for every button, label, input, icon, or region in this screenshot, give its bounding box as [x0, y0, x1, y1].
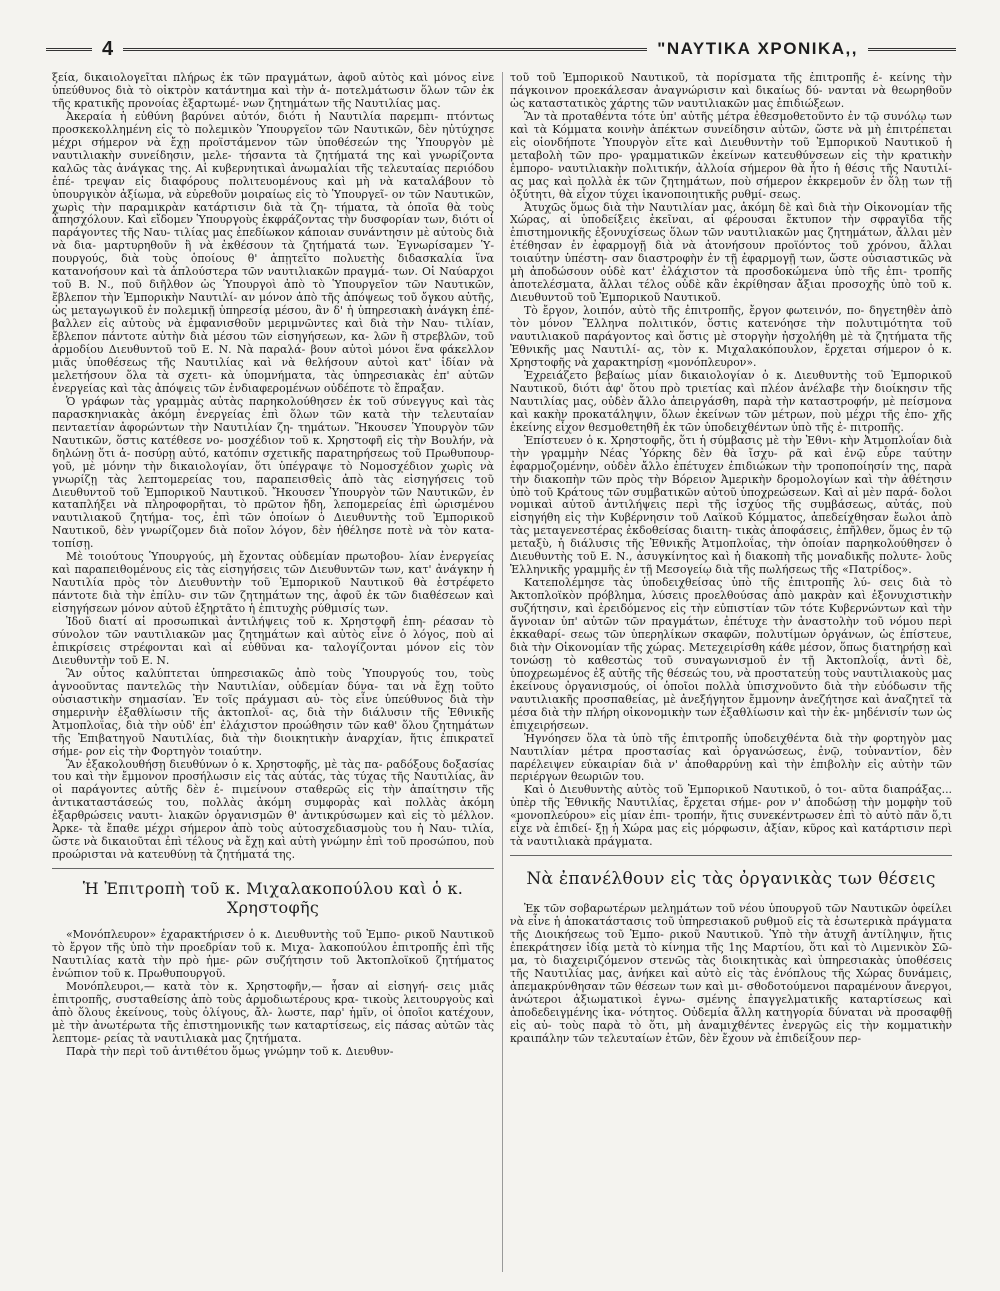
- section-rule: [52, 868, 494, 869]
- paragraph: Ἐχρειάζετο βεβαίως μίαν δικαιολογίαν ὁ κ. Διευθυντὴς τοῦ Ἐμπορικοῦ Ναυτικοῦ, διότι ἀφ' ὅτου πρὸ τριετίας καὶ πλέον ἀνέλαβε τὴν διοίκησιν τῆς Ναυτιλίας μας, οὐδὲν ἄλλο ἀπειργάσθη, παρὰ τὴν καταστροφήν, μὲ πείσμονα καὶ κακὴν προκατάληψιν, ὅλων ἐκείνων τῶν μέτρων, ποὺ μέχρι τῆς ἐπο- χῆς ἐκείνης εἶχον θεσμοθετηθῆ ἐκ τῶν ὑποδειχθέντων ὑπὸ τῆς ἐ- πιτροπῆς.: [510, 368, 952, 434]
- left-column: [52, 72, 494, 1272]
- paragraph: Παρὰ τὴν περὶ τοῦ ἀντιθέτου ὅμως γνώμην τοῦ κ. Διευθυν-: [66, 1044, 394, 1058]
- paragraph: Μὲ τοιούτους Ὑπουργούς, μὴ ἔχοντας οὐδεμίαν πρωτοβου- λίαν ἐνεργείας καὶ παραπειθομένους εἰς τὰς εἰσηγήσεις τῶν Διευθυντῶν των, κατ' ἀνάγκην ἡ Ναυτιλία πρὸς τὸν Διευθυντὴν τοῦ Ἐμπορικοῦ Ναυτικοῦ θὰ ἐστρέφετο πάντοτε διὰ τὴν ἐπίλυ- σιν τῶν ζητημάτων της, ἀφοῦ ἐκ τῶν διαθέσεων καὶ εἰσηγήσεων μόνον αὐτοῦ ἐξηρτᾶτο ἡ ἐπιτυχὴς ρύθμισίς των.: [52, 550, 494, 616]
- paragraph: «Μονόπλευρον» ἐχαρακτήρισεν ὁ κ. Διευθυντὴς τοῦ Ἐμπο- ρικοῦ Ναυτικοῦ τὸ ἔργον τῆς ὑπὸ τὴν προεδρίαν τοῦ κ. Μιχα- λακοπούλου ἐπιτροπῆς ἐπὶ τῆς Ναυτιλίας κατὰ τὴν πρὸ ἡμε- ρῶν συζήτησιν τοῦ Ἀκτοπλοϊκοῦ ζητήματος ἐνώπιον τοῦ κ. Πρωθυπουργοῦ.: [52, 928, 494, 980]
- paragraph: Ἀκεραία ἡ εὐθύνη βαρύνει αὐτόν, διότι ἡ Ναυτιλία παρεμπι- πτόντως προσκεκολλημένη εἰς τὸ πολεμικὸν Ὑπουργεῖον τῶν Ναυτικῶν, δὲν ηὐτύχησε μέχρι σήμερον νὰ ἔχῃ προϊστάμενον τῶν ὑποθέσεών της Ὑπουργὸν μὲ ναυτιλιακὴν συνείδησιν, μελε- τήσαντα τὰ ζητήματά της καὶ γνωρίζοντα καλῶς τὰς ἀνάγκας της. Αἱ κυβερνητικαὶ ἀνωμαλίαι τῆς τελευταίας περιόδου ἐπέ- τρεψαν εἰς διαφόρους πολιτευομένους καὶ μὴ νὰ καταλάβουν τὸ ὑπουργικὸν ἀξίωμα, νὰ εὑρεθοῦν μοιραίως εἰς τὸ Ὑπουργεῖ- ον τῶν Ναυτικῶν, χωρὶς τὴν παραμικρὰν κατάρτισιν διὰ τὰ ζη- τήματα, τὰ ὁποῖα θὰ τοὺς ἀπησχόλουν. Καὶ εἴδομεν Ὑπουργοὺς ἐκφράζοντας τὴν δυσφορίαν των, διότι οἱ παράγοντες τῆς Ναυ- τιλίας μας ἐπεδίωκον κάποιαν συνάντησιν μὲ αὐτοὺς διὰ νὰ δια- μαρτυρηθοῦν ἢ νὰ ἐκθέσουν τὰ ζητήματά των. Ἐγνωρίσαμεν Ὑ- πουργούς, διὰ τοὺς ὁποίους θ' ἀπῃτεῖτο πολυετὴς διδασκαλία ἵνα κατανοήσουν καὶ τὰ ἁπλούστερα τῶν ναυτιλιακῶν πραγμά- των. Οἱ Ναύαρχοι τοῦ Β. Ν., ποῦ διῆλθον ὡς Ὑπουργοὶ ἀπὸ τὸ Ὑπουργεῖον τῶν Ναυτικῶν, ἔβλεπον τὴν Ἐμπορικὴν Ναυτιλί- αν μόνον ἀπὸ τῆς ἀπόψεως τοῦ ὄγκου αὐτῆς, ὡς μεταγωγικοῦ ἐν πολεμικῇ ὑπηρεσίᾳ μέσου, ἂν δ' ἡ ὑπηρεσιακὴ ἀνάγκη ἐπέ- βαλλεν εἰς αὐτοὺς νὰ ἐμφανισθοῦν μεριμνῶντες καὶ διὰ τὴν Ναυ- τιλίαν, ἔβλεπον πάντοτε αὐτὴν διὰ μέσου τῶν εἰσηγήσεων, κα- λῶν ἢ στρεβλῶν, τοῦ ἁρμοδίου Διευθυντοῦ τοῦ Ε. Ν. Νὰ παραλά- βουν αὐτοὶ μόνοι ἕνα φάκελλον μιᾶς ὑποθέσεως τῆς Ναυτιλίας καὶ νὰ θελήσουν αὐτοὶ κατ' ἰδίαν νὰ μελετήσουν ὅλα τὰ σχετι- κὰ ὑπομνήματα, τὰς ὑπηρεσιακὰς ἐπ' αὐτῶν ἐνεργείας καὶ τὰς ἀπόψεις τῶν ἐνδιαφερομένων οὐδέποτε τὸ ἔπραξαν.: [52, 109, 494, 395]
- paragraph: Ἰδοῦ διατί αἱ προσωπικαὶ ἀντιλήψεις τοῦ κ. Χρηστοφῆ ἐπη- ρέασαν τὸ σύνολον τῶν ναυτιλιακῶν μας ζητημάτων καὶ αὐτὸς εἶνε ὁ λόγος, ποὺ αἱ ἐπικρίσεις στρέφονται καὶ αἱ εὐθῦναι κα- ταλογίζονται μόνον εἰς τὸν Διευθυντὴν τοῦ Ε. Ν.: [52, 615, 494, 667]
- header-rule-right: [868, 48, 956, 51]
- paragraph: Ἐπίστευεν ὁ κ. Χρηστοφῆς, ὅτι ἡ σύμβασις μὲ τὴν Ἐθνι- κὴν Ἀτμοπλοΐαν διὰ τὴν γραμμὴν Νέας Ὑόρκης δὲν θὰ ἴσχυ- ρᾶ καὶ ἐνῷ εὗρε ταύτην ἐφαρμοζομένην, οὐδὲν ἄλλο ἐπέτυχεν ἐπιδιώκων τὴν τροποποίησίν της, παρὰ τὴν διακοπὴν τῶν πρὸς τὴν Βόρειον Ἀμερικὴν δρομολογίων καὶ τὴν ἀθέτησιν ὑπὸ τοῦ Κράτους τῶν συμβατικῶν αὐτοῦ ὑποχρεώσεων. Καὶ αἱ μὲν παρά- δολοι νομικαὶ αὐτοῦ ἀντιλήψεις περὶ τῆς ἰσχύος τῆς συμβάσεως, αὐτάς, ποὺ εἰσηγήθη εἰς τὴν Κυβέρνησιν τοῦ Λαϊκοῦ Κόμματος, ἀπεδείχθησαν ἔωλοι ἀπὸ τὰς μεταγενεστέρας ἐκδοθείσας διαιτη- τικὰς ἀποφάσεις, ἐπῆλθεν, ὅμως ἐν τῷ μεταξὺ, ἡ διάλυσις τῆς Ἐθνικῆς Ἀτμοπλοΐας, τὴν ὁποίαν παρηκολούθησεν ὁ Διευθυντὴς τοῦ Ε. Ν., ἀσυγκίνητος καὶ ἡ διακοπὴ τῆς μοναδικῆς πολυτε- λοῦς Ἑλληνικῆς γραμμῆς ἐν τῇ Μεσογείῳ διὰ τῆς πωλήσεως τῆς «Πατρίδος».: [510, 433, 952, 577]
- section-rule: [510, 855, 952, 856]
- paragraph: τοῦ τοῦ Ἐμπορικοῦ Ναυτικοῦ, τὰ πορίσματα τῆς ἐπιτροπῆς ἐ- κείνης τὴν πάγκοινον προεκάλεσαν ἀναγνώρισιν καὶ δικαίως δύ- νανται νὰ θεωρηθοῦν ὡς καταστατικὸς χάρτης τῶν ναυτιλιακῶν μας ἐπιδιώξεων.: [510, 72, 952, 110]
- paragraph: Ὁ γράφων τὰς γραμμὰς αὐτὰς παρηκολούθησεν ἐκ τοῦ σύνεγγυς καὶ τὰς παρασκηνιακὰς ἀκόμη ἐνεργείας ἐπὶ ὅλων τῶν κατὰ τὴν τελευταίαν πενταετίαν ἀφορώντων τὴν Ναυτιλίαν ζη- τημάτων. Ἤκουσεν Ὑπουργὸν τῶν Ναυτικῶν, ὅστις κατέθεσε νο- μοσχέδιον τοῦ κ. Χρηστοφῆ εἰς τὴν Βουλήν, νὰ δηλώνῃ ὅτι ἀ- ποσύρῃ αὐτό, κατόπιν σχετικῆς παρατηρήσεως τοῦ Πρωθυπουρ- γοῦ, μὲ μόνην τὴν δικαιολογίαν, ὅτι ὑπέγραψε τὸ Νομοσχέδιον χωρὶς νὰ γνωρίζῃ τὰς λεπτομερείας του, παραπεισθεὶς ἀπὸ τὰς εἰσηγήσεις τοῦ Διευθυντοῦ τοῦ Ἐμπορικοῦ Ναυτικοῦ. Ἤκουσεν Ὑπουργὸν τῶν Ναυτικῶν, ἐν καταπλήξει νὰ πληροφορῆται, τὸ πρῶτον ἤδη, λεπομερείας ἐπὶ ὡρισμένου ναυτιλιακοῦ ζητήμα- τος, ἐπὶ τῶν ὁποίων ὁ Διευθυντὴς τοῦ Ἐμπορικοῦ Ναυτικοῦ, δὲν γνωρίζομεν διὰ ποῖον λόγον, δὲν ἠθέλησε ποτὲ νὰ τὸν κατα- τοπίσῃ.: [52, 394, 494, 551]
- paragraph: Ἀτυχῶς ὅμως διὰ τὴν Ναυτιλίαν μας, ἀκόμη δὲ καὶ διὰ τὴν Οἰκονομίαν τῆς Χώρας, αἱ ὑποδείξεις ἐκεῖναι, αἱ φέρουσαι ἔκτυπον τὴν σφραγῖδα τῆς ἐπιστημονικῆς ἐξονυχίσεως ὅλων τῶν ναυτιλιακῶν μας ζητημάτων, ἄλλαι μὲν ἐτέθησαν ἐν ἐφαρμογῇ διὰ νὰ ἀτονήσουν προϊόντος τοῦ χρόνου, ἄλλαι τοιαύτην ὑπέστη- σαν διαστροφὴν ἐν τῇ ἐφαρμογῇ των, ὥστε οὐσιαστικῶς νὰ μὴ ἀποδώσουν οὐδὲ κατ' ἐλάχιστον τὰ προσδοκώμενα ὑπὸ τῆς ἐπι- τροπῆς ἀποτελέσματα, ἄλλαι τέλος οὐδὲ κἂν ἐκρίθησαν ἄξιαι προσοχῆς ὑπὸ τοῦ κ. Διευθυντοῦ τοῦ Ἐμπορικοῦ Ναυτικοῦ.: [510, 200, 952, 305]
- section-heading-positions: Νὰ ἐπανέλθουν εἰς τὰς ὀργανικὰς των θέσεις: [526, 869, 936, 890]
- paragraph: Καὶ ὁ Διευθυντὴς αὐτὸς τοῦ Ἐμπορικοῦ Ναυτικοῦ, ὁ τοι- αῦτα διαπράξας... ὑπὲρ τῆς Ἐθνικῆς Ναυτιλίας, ἔρχεται σήμε- ρον ν' ἀποδώσῃ τὴν μομφὴν τοῦ «μονοπλεύρου» εἰς μίαν ἐπι- τροπήν, ἥτις συνεκέντρωσεν ἐπὶ τὸ αὐτὸ πᾶν ὅ,τι εἶχε νὰ ἐπιδεί- ξῃ ἡ Χώρα μας εἰς μόρφωσιν, ἀξίαν, κῦρος καὶ κατάρτισιν περὶ τὰ ναυτιλιακὰ πράγματα.: [510, 783, 952, 849]
- masthead-title: "ΝΑΥΤΙΚΑ ΧΡΟΝΙΚΑ,,: [657, 39, 858, 58]
- paragraph: Ἐκ τῶν σοβαρωτέρων μελημάτων τοῦ νέου ὑπουργοῦ τῶν Ναυτικῶν ὀφείλει νὰ εἶνε ἡ ἀποκατάστασις τοῦ ὑπηρεσιακοῦ ρυθμοῦ εἰς τὰ ἐσωτερικὰ πράγματα τῆς Διοικήσεως τοῦ Ἐμπο- ρικοῦ Ναυτικοῦ. Ὑπὸ τὴν ἀτυχῆ ἀντίληψιν, ἥτις ἐπεκράτησεν ἰδίᾳ μετὰ τὸ κίνημα τῆς 1ης Μαρτίου, ὅτι καὶ τὸ Λιμενικὸν Σῶ- μα, τὸ διαχειριζόμενον στενῶς τὰς διοικητικὰς καὶ ὑπηρεσιακὰς ὑποθέσεις τῆς Ναυτιλίας μας, ἀνήκει καὶ αὐτὸ εἰς τὰς ἐνόπλους τῆς Χώρας δυνάμεις, ἀπεμακρύνθησαν τῶν θέσεων των καὶ μι- σθοδοτούμενοι παραμένουν ἄνεργοι, ἀνώτεροι ἀξιωματικοὶ ἐγνω- σμένης ἐπαγγελματικῆς καταρτίσεως καὶ ἀποδεδειγμένης ἱκα- νότητος. Οὐδεμία ἄλλη κατηγορία δύναται νὰ προσαφθῇ εἰς αὐ- τοὺς παρὰ τὸ ὅτι, μὴ ἀναμιχθέντες ἐνεργῶς εἰς τὴν κομματικὴν κραιπάλην τῶν τελευταίων ἐτῶν, δὲν ἔχουν νὰ ἐπιδείξουν περ-: [510, 902, 952, 1045]
- column-divider: [502, 72, 503, 1272]
- paragraph: ξεία, δικαιολογεῖται πλήρως ἐκ τῶν πραγμάτων, ἀφοῦ αὐτὸς καὶ μόνος εἶνε ὑπεύθυνος διὰ τὸ οἰκτρὸν κατάντημα καὶ τὴν ἀ- ποτελμάτωσιν ὅλων τῶν ἐκ τῆς κρατικῆς προνοίας ἐξαρτωμέ- νων ζητημάτων τῆς Ναυτιλίας μας.: [52, 72, 494, 110]
- section-heading-committee: Ἡ Ἐπιτροπὴ τοῦ κ. Μιχαλακοπούλου καὶ ὁ κ. Χρηστοφῆς: [82, 879, 464, 918]
- header-rule-middle: [123, 48, 647, 51]
- paragraph: Τὸ ἔργον, λοιπόν, αὐτὸ τῆς ἐπιτροπῆς, ἔργον φωτεινόν, πο- δηγετηθὲν ἀπὸ τὸν μόνον Ἕλληνα πολιτικόν, ὅστις κατενόησε τὴν πολυτιμότητα τοῦ ναυτιλιακοῦ παράγοντος καὶ ὅστις μὲ στοργὴν ἠσχολήθη μὲ τὰ ζητήματα τῆς Ἐθνικῆς μας Ναυτιλί- ας, τὸν κ. Μιχαλακόπουλον, ἔρχεται σήμερον ὁ κ. Χρηστοφῆς νὰ χαρακτηρίσῃ «μονόπλευρον».: [510, 304, 952, 369]
- header-rule-left: [46, 48, 92, 51]
- paragraph: Ἂν ἐξακολουθήσῃ διευθύνων ὁ κ. Χρηστοφῆς, μὲ τὰς πα- ραδόξους δοξασίας του καὶ τὴν ἔμμονον προσήλωσιν εἰς τὰς αὐτάς, τὰς τύχας τῆς Ναυτιλίας, ἂν οἱ παράγοντες αὐτῆς δὲν ἐ- πιμείνουν σταθερῶς εἰς τὴν ἀπαίτησιν τῆς ἀντικαταστάσεώς του, πολλὰς ἀκόμη συμφορὰς καὶ πολλὰς ἀκόμη ἐξαρθρώσεις ναυτι- λιακῶν ὀργανισμῶν θ' ἀντικρύσωμεν καὶ εἰς τὸ μέλλον. Ἀρκε- τὰ ἔπαθε μέχρι σήμερον ἀπὸ τοὺς αὐτοσχεδιασμοὺς του ἡ Ναυ- τιλία, ὥστε νὰ δικαιοῦται ἐπὶ τέλους νὰ ἔχῃ καὶ αὐτὴ γνώμην ἐπὶ τοῦ προσώπου, ποὺ προώρισται νὰ κατευθύνῃ τὰ ζητήματά της.: [52, 757, 494, 862]
- paragraph: Ἠγνόησεν ὅλα τὰ ὑπὸ τῆς ἐπιτροπῆς ὑποδειχθέντα διὰ τὴν φορτηγὸν μας Ναυτιλίαν μέτρα προστασίας καὶ ὀργανώσεως, ἐνῷ, τοὐναντίον, δὲν παρέλειψεν εὐκαιρίαν διὰ ν' ἀποθαρρύνῃ καὶ τὴν ἐπιβολὴν εἰς αὐτὴν τῶν περιέργων θεωριῶν του.: [510, 731, 952, 784]
- page-number: 4: [102, 37, 114, 60]
- paragraph: Ἂν οὗτος καλύπτεται ὑπηρεσιακῶς ἀπὸ τοὺς Ὑπουργούς του, τοὺς ἀγνοοῦντας παντελῶς τὴν Ναυτιλίαν, οὐδεμίαν δύνα- ται νὰ ἔχῃ τοῦτο οὐσιαστικὴν σημασίαν. Ἐν τοῖς πράγμασι αὐ- τὸς εἶνε ὑπεύθυνος διὰ τὴν σημερινὴν ἐξαθλίωσιν τῆς ἀκτοπλοΐ- ας, διὰ τὴν διάλυσιν τῆς Ἐθνικῆς Ἀτμοπλοΐας, διὰ τὴν οὐδ' ἐπ' ἐλάχιστον προώθησιν τῶν καθ' ὅλου ζητημάτων τῆς Ἐπιβατηγοῦ Ναυτιλίας, διὰ τὴν διοικητικὴν ἀναρχίαν, ἥτις ἐπικρατεῖ σήμε- ρον εἰς τὴν Φορτηγὸν τοιαύτην.: [52, 666, 494, 758]
- paragraph: Κατεπολέμησε τὰς ὑποδειχθείσας ὑπὸ τῆς ἐπιτροπῆς λύ- σεις διὰ τὸ Ἀκτοπλοϊκὸν πρόβλημα, λύσεις προελθούσας ἀπὸ μακρὰν καὶ ἐξονυχιστικὴν συζήτησιν, καὶ ἐρειδόμενος εἰς τὴν εὐπιστίαν τῶν τότε Κυβερνώντων καὶ τὴν ἄγνοιαν ὑπ' αὐτῶν τῶν πραγμάτων, ἐπέτυχε τὴν ἀναστολὴν τοῦ νόμου περὶ ἐκκαθαρί- σεως τῶν ὑπερηλίκων σκαφῶν, πολυτίμων ὀργάνων, ὡς ἐπίστευε, διὰ τὴν Οἰκονομίαν τῆς χώρας. Μετεχειρίσθη κάθε μέσον, ὅπως διατηρήσῃ καὶ τονώσῃ τὸ καθεστὼς τοῦ συναγωνισμοῦ ἐν τῇ Ἀκτοπλοΐᾳ, ἀντὶ δὲ, ὑποχρεωμένος ἐξ αὐτῆς τῆς θέσεώς του, νὰ προστατεύῃ τοὺς ναυτιλιακοὺς μας ἐκείνους ὀργανισμούς, οἱ ὁποῖοι πολλὰ ὑπισχνοῦντο διὰ τὴν εὐόδωσιν τῆς ναυτιλιακῆς προσπαθείας, μὲ ἀνεξήγητον ἔμμονην ἀνεζήτησε καὶ ἀναζητεῖ τὰ μέσα διὰ τὴν πλήρη οἰκονομικὴν των ἐξαθλίωσιν καὶ τὴν ἐκ- μηδένισίν των ὡς ἐπιχειρήσεων.: [510, 576, 952, 732]
- page-header: [46, 34, 956, 64]
- paragraph: Ἂν τὰ προταθέντα τότε ὑπ' αὐτῆς μέτρα ἐθεσμοθετοῦντο ἐν τῷ συνόλῳ των καὶ τὰ Κόμματα κοινὴν ἀπέκτων συνείδησιν αὐτῶν, ὥστε νὰ μὴ ἐπιτρέπεται εἰς οἱονδήποτε Ὑπουργὸν εἴτε καὶ Διευθυντὴν τοῦ Ἐμπορικοῦ Ναυτικοῦ ἡ μεταβολὴ τῶν προ- γραμματικῶν ἐκείνων κατευθύνσεων εἰς τὴν κρατικὴν ἐμπορο- ναυτιλιακὴν πολιτικήν, ἀλλοία σήμερον θὰ ἦτο ἡ θέσις τῆς Ναυτιλί- ας μας καὶ πολλὰ ἐκ τῶν ζητημάτων, ποὺ σήμερον ἐκκρεμοῦν ἐν ὅλῃ των τῇ ὀξύτητι, θὰ εἶχον τύχει ἱκανοποιητικῆς ρυθμί- σεως.: [510, 109, 952, 201]
- right-column: [510, 72, 952, 1272]
- paragraph: Μονόπλευροι,— κατὰ τὸν κ. Χρηστοφῆν,— ἦσαν αἱ εἰσηγή- σεις μιᾶς ἐπιτροπῆς, συσταθείσης ἀπὸ τοὺς ἁρμοδιωτέρους κρα- τικοὺς λειτουργοὺς καὶ ἀπὸ ὅλους ἐκείνους, τοὺς ὀλίγους, ἄλ- λωστε, παρ' ἡμῖν, οἱ ὁποῖοι κατέχουν, μὲ τὴν ἀνωτέρωτα τῆς ἐπιστημονικῆς των καταρτίσεως, εἰς πάσας αὐτῶν τὰς λεπτομε- ρείας τὰ ναυτιλιακὰ μας ζητήματα.: [52, 979, 494, 1045]
